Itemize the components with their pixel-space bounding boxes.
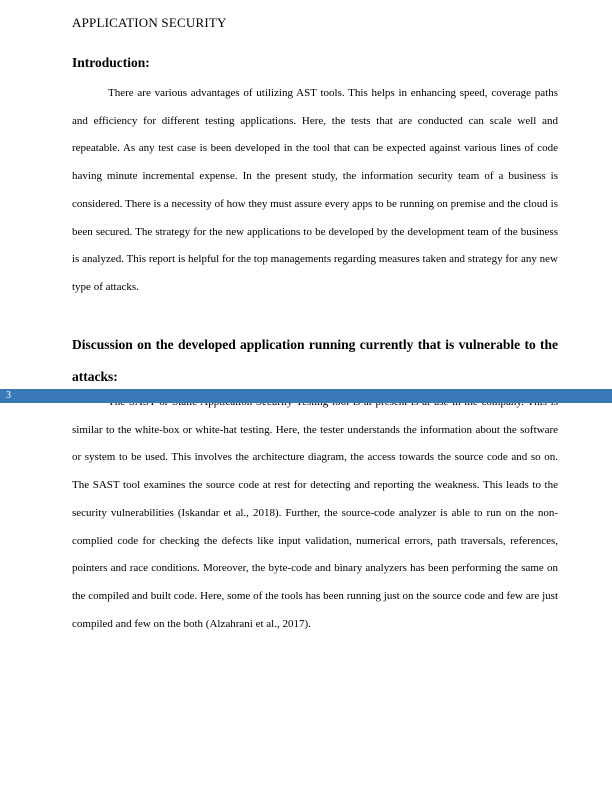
page-number: 3 bbox=[6, 390, 11, 401]
discussion-paragraph: similar to the white-box or white-hat testing. Here, the tester understands the information about the software or system to be used. This involves the architecture diagram, the access towards the source code and so on. The SAST tool examines the source code at rest for detecting and reporting the weakness. This leads to the security vulnerabilities (Iskandar et al., 2018). Further, the source-code analyzer is able to run on the non-complied code for checking the defects like input validation, numerical errors, path traversals, references, pointers and race conditions. Moreover, the byte-code and binary analyzers has been performing the same on the compiled and built code. Here, some of the tools has been running just on the source code and few are just compiled and few on the both (Alzahrani et al., 2017). bbox=[72, 423, 558, 630]
page-number-bar bbox=[0, 389, 612, 403]
introduction-paragraph: There are various advantages of utilizing AST tools. This helps in enhancing speed, coverage paths and efficiency for different testing applications. Here, the tests that are conducted can scale well and repeatable. As any test case is been developed in the tool that can be expected against various lines of code having minute incremental expense. In the present study, the information security team of a business is considered. There is a necessity of how they must assure every apps to be running on premise and the cloud is been secured. The strategy for the new applications to be developed by the development team of the business is analyzed. This report is helpful for the top managements regarding measures taken and strategy for any new type of attacks. bbox=[72, 87, 558, 293]
running-header: APPLICATION SECURITY bbox=[72, 15, 227, 30]
introduction-heading: Introduction: bbox=[72, 55, 150, 70]
discussion-heading: Discussion on the developed application running currently that is vulnerable to the attacks: bbox=[72, 337, 558, 384]
